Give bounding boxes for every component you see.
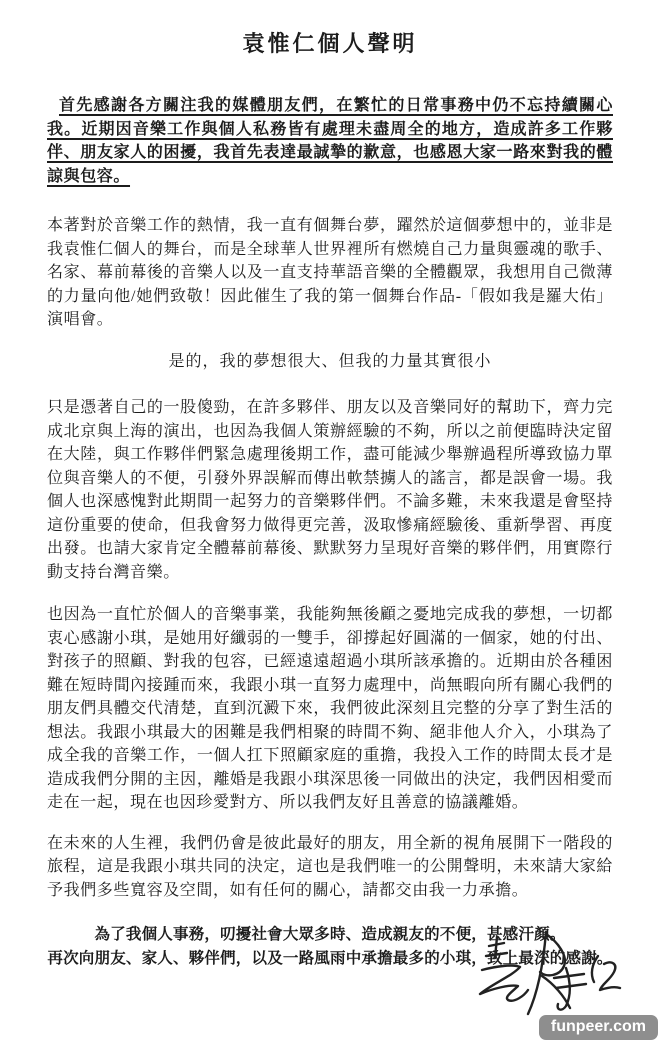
body-paragraph-stage-dream: 本著對於音樂工作的熱情，我一直有個舞台夢，躍然於這個夢想中的，並非是我袁惟仁個人的舞台，而是全球華人世界裡所有燃燒自己力量與靈魂的歌手、名家、幕前幕後的音樂人以及一直支持華語音樂的全體觀眾，我想用自己微薄的力量向他/她們致敬！因此催生了我的第一個舞台作品-「假如我是羅大佑」演唱會。 (47, 217, 613, 328)
statement-document (0, 28, 660, 1040)
intro-paragraph: 首先感謝各方關注我的媒體朋友們，在繁忙的日常事務中仍不忘持續關心我。近期因音樂工作與個人私務皆有處理未盡周全的地方，造成許多工作夥伴、朋友家人的困擾，我首先表達最誠摯的歉意，也感恩大家一路來對我的體諒與包容。 (47, 97, 613, 185)
signature-scrawl-icon (462, 926, 627, 1022)
body-paragraph-concert-rumors: 只是憑著自己的一股傻勁，在許多夥伴、朋友以及音樂同好的幫助下，齊力完成北京與上海的演出，也因為我個人策辦經驗的不夠，所以之前便臨時決定留在大陸，與工作夥伴們緊急處理後期工作，盡可能減少舉辦過程所導致協力單位與音樂人的不便，引發外界誤解而傳出軟禁擄人的謠言，都是誤會一場。我個人也深感愧對此期間一起努力的音樂夥伴們。不論多難，未來我還是會堅持這份重要的使命，但我會努力做得更完善，汲取慘痛經驗後、重新學習、再度出發。也請大家肯定全體幕前幕後、默默努力呈現好音樂的夥伴們，用實際行動支持台灣音樂。 (47, 399, 613, 581)
closing-line-apology: 為了我個人事務，叨擾社會大眾多時、造成親友的不便，甚感汗顏。 (94, 926, 566, 943)
closing-line-thanks: 再次向朋友、家人、夥伴們，以及一路風雨中承擔最多的小琪，致上最深的感謝。 (47, 949, 613, 967)
body-paragraph-divorce-announcement: 也因為一直忙於個人的音樂事業，我能夠無後顧之憂地完成我的夢想，一切都衷心感謝小琪，是她用好纖弱的一雙手，卻撐起好圓滿的一個家，她的付出、對孩子的照顧、對我的包容，已經遠遠超過小琪所該承擔的。近期由於各種困難在短時間內接踵而來，我跟小琪一直努力處理中，尚無暇向所有關心我們的朋友們具體交代清楚，直到沉澱下來，我們彼此深刻且完整的分享了對生活的想法。我跟小琪最大的困難是我們相聚的時間不夠、絕非他人介入，小琪為了成全我的音樂工作，一個人扛下照顧家庭的重擔，我投入工作的時間太長才是造成我們分開的主因，離婚是我跟小琪深思後一同做出的決定，我們因相愛而走在一起，現在也因珍愛對方、所以我們友好且善意的協議離婚。 (47, 606, 613, 811)
body-paragraph-future-friendship: 在未來的人生裡，我們仍會是彼此最好的朋友，用全新的視角展開下一階段的旅程，這是我跟小琪共同的決定，這也是我們唯一的公開聲明，未來請大家給予我們多些寬容及空間，如有任何的關心，請都交由我一力承擔。 (47, 834, 613, 899)
handwritten-signature (462, 926, 627, 1022)
dream-tagline: 是的，我的夢想很大、但我的力量其實很小 (168, 352, 492, 370)
page-title: 袁惟仁個人聲明 (242, 31, 418, 56)
watermark-badge: funpeer.com (539, 1015, 658, 1040)
